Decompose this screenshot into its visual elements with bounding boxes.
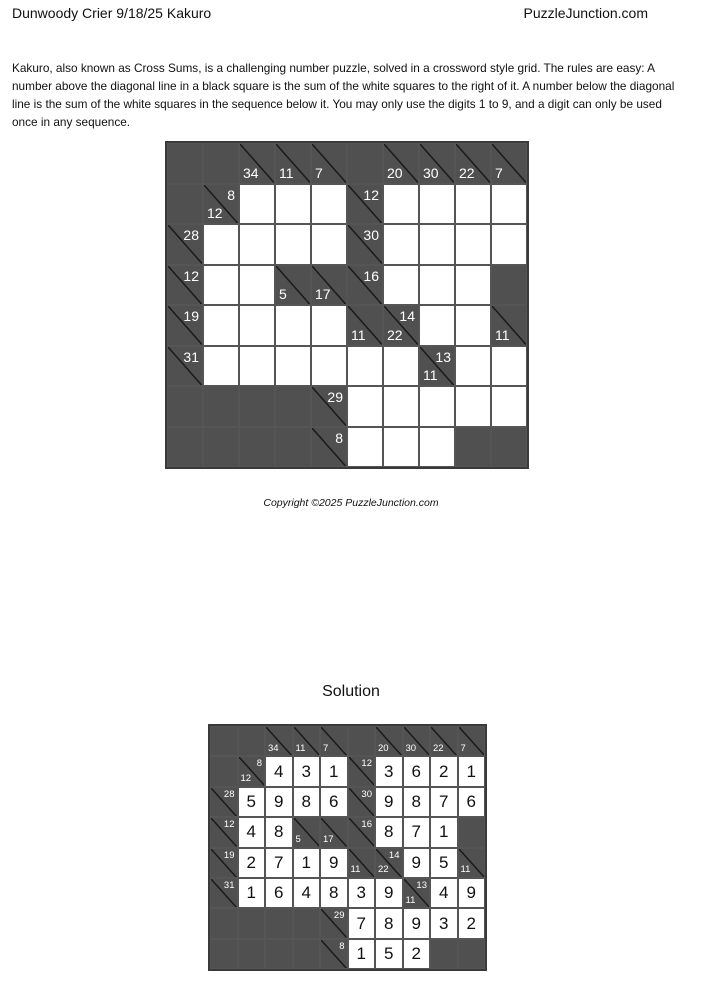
- down-clue-number: 7: [315, 164, 323, 181]
- answer-cell[interactable]: [311, 224, 347, 265]
- solution-digit: 9: [411, 852, 421, 872]
- clue-cell: [320, 726, 348, 756]
- blank-cell: [238, 726, 266, 756]
- clue-cell: [320, 939, 348, 969]
- answer-cell[interactable]: [239, 305, 275, 346]
- solution-digit: 2: [439, 761, 449, 781]
- solution-digit: 8: [301, 791, 311, 811]
- clue-cell: [311, 427, 347, 468]
- clue-cell: [403, 726, 431, 756]
- solution-cell: [375, 939, 403, 969]
- clue-cell: [419, 143, 455, 184]
- solution-cell: [348, 878, 376, 908]
- solution-cell: [375, 908, 403, 938]
- down-clue-number: 17: [315, 286, 331, 302]
- solution-digit: 7: [411, 822, 421, 842]
- clue-cell: [167, 346, 203, 387]
- across-clue-number: 8: [227, 186, 235, 203]
- across-clue-number: 13: [435, 348, 451, 365]
- across-clue-number: 19: [223, 849, 235, 861]
- solution-cell: [403, 756, 431, 786]
- across-clue-number: 31: [223, 879, 235, 891]
- answer-cell[interactable]: [383, 427, 419, 468]
- down-clue-number: 22: [378, 864, 389, 876]
- blank-cell: [167, 386, 203, 427]
- solution-digit: 6: [411, 761, 421, 781]
- answer-cell[interactable]: [383, 386, 419, 427]
- solution-digit: 4: [246, 822, 256, 842]
- answer-cell[interactable]: [347, 427, 383, 468]
- clue-cell: [167, 224, 203, 265]
- answer-cell[interactable]: [203, 346, 239, 387]
- answer-cell[interactable]: [491, 346, 527, 387]
- answer-cell[interactable]: [311, 305, 347, 346]
- solution-digit: 8: [329, 883, 339, 903]
- down-clue-number: 7: [323, 742, 329, 754]
- solution-cell: [238, 878, 266, 908]
- solution-cell: [375, 756, 403, 786]
- answer-cell[interactable]: [239, 184, 275, 225]
- answer-cell[interactable]: [491, 184, 527, 225]
- clue-cell: [210, 878, 238, 908]
- down-clue-number: 12: [207, 205, 223, 221]
- answer-cell[interactable]: [419, 184, 455, 225]
- clue-cell: [458, 726, 486, 756]
- solution-cell: [403, 787, 431, 817]
- solution-digit: 9: [411, 913, 421, 933]
- solution-cell: [293, 848, 321, 878]
- clue-cell: [348, 817, 376, 847]
- clue-cell: [347, 265, 383, 306]
- clue-cell: [348, 848, 376, 878]
- blank-cell: [458, 939, 486, 969]
- solution-cell: [265, 878, 293, 908]
- blank-cell: [210, 939, 238, 969]
- copyright-text: Copyright ©2025 PuzzleJunction.com: [263, 497, 439, 509]
- clue-cell: [239, 143, 275, 184]
- answer-cell[interactable]: [203, 265, 239, 306]
- solution-cell: [293, 756, 321, 786]
- solution-cell: [430, 756, 458, 786]
- clue-cell: [167, 305, 203, 346]
- solution-digit: 2: [466, 913, 476, 933]
- solution-digit: 2: [411, 943, 421, 963]
- blank-cell: [167, 143, 203, 184]
- solution-cell: [348, 908, 376, 938]
- clue-cell: [383, 305, 419, 346]
- down-clue-number: 11: [423, 367, 438, 383]
- across-clue-number: 13: [416, 879, 427, 891]
- clue-cell: [348, 787, 376, 817]
- blank-cell: [491, 265, 527, 306]
- answer-cell[interactable]: [455, 346, 491, 387]
- solution-cell: [320, 756, 348, 786]
- blank-cell: [167, 427, 203, 468]
- answer-cell[interactable]: [383, 265, 419, 306]
- solution-digit: 1: [356, 943, 366, 963]
- solution-cell: [403, 817, 431, 847]
- solution-cell: [403, 848, 431, 878]
- across-clue-number: 12: [183, 267, 199, 284]
- clue-cell: [275, 265, 311, 306]
- solution-cell: [458, 756, 486, 786]
- blank-cell: [203, 427, 239, 468]
- answer-cell[interactable]: [455, 265, 491, 306]
- solution-digit: 9: [329, 852, 339, 872]
- clue-cell: [167, 265, 203, 306]
- down-clue-number: 11: [460, 864, 471, 876]
- solution-digit: 3: [439, 913, 449, 933]
- solution-digit: 8: [384, 822, 394, 842]
- answer-cell[interactable]: [419, 427, 455, 468]
- down-clue-number: 17: [323, 834, 334, 846]
- clue-cell: [210, 848, 238, 878]
- answer-cell[interactable]: [347, 346, 383, 387]
- across-clue-number: 31: [183, 348, 199, 365]
- blank-cell: [203, 143, 239, 184]
- clue-cell: [403, 878, 431, 908]
- blank-cell: [275, 386, 311, 427]
- solution-cell: [430, 878, 458, 908]
- clue-cell: [311, 265, 347, 306]
- across-clue-number: 8: [335, 429, 343, 446]
- solution-cell: [430, 817, 458, 847]
- solution-cell: [238, 817, 266, 847]
- blank-cell: [458, 817, 486, 847]
- solution-digit: 4: [274, 761, 284, 781]
- solution-digit: 1: [246, 883, 256, 903]
- down-clue-number: 11: [351, 326, 366, 343]
- solution-cell: [348, 939, 376, 969]
- solution-cell: [458, 908, 486, 938]
- down-clue-number: 11: [279, 164, 294, 181]
- blank-cell: [210, 756, 238, 786]
- blank-cell: [167, 184, 203, 225]
- solution-cell: [458, 878, 486, 908]
- across-clue-number: 19: [183, 308, 199, 324]
- clue-cell: [491, 305, 527, 346]
- solution-digit: 8: [411, 791, 421, 811]
- clue-cell: [210, 787, 238, 817]
- answer-cell[interactable]: [383, 224, 419, 265]
- down-clue-number: 11: [350, 864, 361, 876]
- solution-digit: 5: [246, 791, 256, 811]
- across-clue-number: 8: [256, 758, 262, 770]
- solution-digit: 9: [384, 883, 394, 903]
- solution-cell: [430, 787, 458, 817]
- solution-cell: [265, 817, 293, 847]
- down-clue-number: 11: [495, 326, 510, 343]
- solution-cell: [430, 848, 458, 878]
- solution-cell: [403, 908, 431, 938]
- clue-cell: [383, 143, 419, 184]
- down-clue-number: 20: [387, 164, 403, 181]
- answer-cell[interactable]: [419, 265, 455, 306]
- across-clue-number: 12: [223, 819, 235, 831]
- blank-cell: [293, 908, 321, 938]
- clue-cell: [430, 726, 458, 756]
- solution-digit: 1: [439, 822, 449, 842]
- solution-grid: [208, 724, 487, 971]
- down-clue-number: 11: [295, 742, 306, 754]
- answer-cell[interactable]: [239, 265, 275, 306]
- answer-cell[interactable]: [239, 346, 275, 387]
- across-clue-number: 12: [361, 758, 372, 770]
- across-clue-number: 12: [363, 186, 379, 203]
- solution-cell: [320, 787, 348, 817]
- clue-cell: [311, 143, 347, 184]
- clue-cell: [311, 386, 347, 427]
- down-clue-number: 34: [268, 742, 279, 754]
- clue-cell: [347, 184, 383, 225]
- answer-cell[interactable]: [275, 346, 311, 387]
- solution-digit: 4: [301, 883, 311, 903]
- answer-cell[interactable]: [311, 184, 347, 225]
- clue-cell: [458, 848, 486, 878]
- rules-text: Kakuro, also known as Cross Sums, is a challenging number puzzle, solved in a crossword style grid. The rules are easy: A number above the diagonal line in a black square is the sum of the white squares to the right of it. A number below the diagonal line is the sum of the white squares in the sequence below it. You may only use the digits 1 to 9, and a digit can only be used once in any sequence.: [12, 61, 675, 129]
- clue-cell: [293, 817, 321, 847]
- clue-cell: [347, 305, 383, 346]
- answer-cell[interactable]: [383, 184, 419, 225]
- solution-digit: 5: [439, 852, 449, 872]
- blank-cell: [203, 386, 239, 427]
- answer-cell[interactable]: [455, 305, 491, 346]
- solution-cell: [238, 848, 266, 878]
- solution-digit: 3: [356, 883, 366, 903]
- across-clue-number: 30: [361, 788, 372, 800]
- blank-cell: [239, 427, 275, 468]
- down-clue-number: 12: [240, 773, 252, 785]
- clue-cell: [348, 756, 376, 786]
- down-clue-number: 7: [495, 164, 503, 181]
- across-clue-number: 30: [363, 227, 379, 243]
- answer-cell[interactable]: [275, 184, 311, 225]
- answer-cell[interactable]: [419, 305, 455, 346]
- clue-cell: [210, 817, 238, 847]
- solution-digit: 4: [439, 883, 449, 903]
- solution-cell: [265, 787, 293, 817]
- across-clue-number: 16: [361, 819, 372, 831]
- clue-cell: [320, 908, 348, 938]
- solution-digit: 1: [301, 852, 311, 872]
- blank-cell: [348, 726, 376, 756]
- solution-digit: 9: [384, 791, 394, 811]
- solution-cell: [375, 817, 403, 847]
- blank-cell: [347, 143, 383, 184]
- solution-cell: [265, 756, 293, 786]
- blank-cell: [265, 939, 293, 969]
- solution-cell: [375, 878, 403, 908]
- down-clue-number: 5: [279, 286, 287, 302]
- blank-cell: [293, 939, 321, 969]
- across-clue-number: 8: [339, 940, 345, 952]
- answer-cell[interactable]: [239, 224, 275, 265]
- clue-cell: [375, 848, 403, 878]
- solution-cell: [293, 878, 321, 908]
- clue-cell: [347, 224, 383, 265]
- solution-cell: [403, 939, 431, 969]
- solution-digit: 7: [274, 852, 284, 872]
- answer-cell[interactable]: [203, 305, 239, 346]
- answer-cell[interactable]: [275, 224, 311, 265]
- solution-title: Solution: [322, 683, 380, 700]
- solution-digit: 6: [274, 883, 284, 903]
- solution-digit: 8: [384, 913, 394, 933]
- clue-cell: [203, 184, 239, 225]
- across-clue-number: 14: [388, 849, 400, 861]
- answer-cell[interactable]: [203, 224, 239, 265]
- across-clue-number: 28: [183, 227, 199, 243]
- solution-cell: [238, 787, 266, 817]
- puzzle-grid: [165, 141, 529, 469]
- down-clue-number: 22: [433, 742, 444, 754]
- answer-cell[interactable]: [455, 386, 491, 427]
- blank-cell: [455, 427, 491, 468]
- answer-cell[interactable]: [455, 224, 491, 265]
- blank-cell: [265, 908, 293, 938]
- across-clue-number: 16: [363, 267, 379, 284]
- down-clue-number: 5: [295, 834, 301, 846]
- blank-cell: [430, 939, 458, 969]
- solution-digit: 8: [274, 822, 284, 842]
- clue-cell: [375, 726, 403, 756]
- solution-digit: 9: [274, 791, 284, 811]
- down-clue-number: 30: [405, 742, 417, 754]
- across-clue-number: 29: [333, 910, 345, 922]
- down-clue-number: 22: [459, 164, 475, 181]
- puzzle-title: Dunwoody Crier 9/18/25 Kakuro: [12, 5, 212, 21]
- clue-cell: [265, 726, 293, 756]
- solution-digit: 7: [439, 791, 449, 811]
- answer-cell[interactable]: [311, 346, 347, 387]
- blank-cell: [238, 908, 266, 938]
- down-clue-number: 30: [423, 164, 439, 181]
- solution-cell: [430, 908, 458, 938]
- solution-cell: [320, 848, 348, 878]
- solution-digit: 6: [329, 791, 339, 811]
- answer-cell[interactable]: [419, 386, 455, 427]
- solution-digit: 9: [466, 883, 476, 903]
- clue-cell: [320, 817, 348, 847]
- solution-digit: 1: [466, 761, 476, 781]
- across-clue-number: 28: [223, 788, 235, 800]
- solution-digit: 5: [384, 943, 394, 963]
- across-clue-number: 29: [327, 389, 343, 405]
- down-clue-number: 20: [378, 742, 389, 754]
- solution-cell: [265, 848, 293, 878]
- solution-cell: [458, 787, 486, 817]
- solution-cell: [375, 787, 403, 817]
- blank-cell: [210, 908, 238, 938]
- solution-cell: [293, 787, 321, 817]
- site-name: PuzzleJunction.com: [523, 5, 648, 21]
- solution-cell: [320, 878, 348, 908]
- clue-cell: [293, 726, 321, 756]
- answer-cell[interactable]: [455, 184, 491, 225]
- answer-cell[interactable]: [491, 386, 527, 427]
- solution-digit: 3: [301, 761, 311, 781]
- solution-digit: 2: [246, 852, 256, 872]
- clue-cell: [455, 143, 491, 184]
- clue-cell: [419, 346, 455, 387]
- down-clue-number: 34: [243, 164, 259, 181]
- answer-cell[interactable]: [383, 346, 419, 387]
- down-clue-number: 11: [405, 894, 416, 906]
- blank-cell: [210, 726, 238, 756]
- blank-cell: [491, 427, 527, 468]
- blank-cell: [239, 386, 275, 427]
- clue-cell: [238, 756, 266, 786]
- solution-digit: 6: [466, 791, 476, 811]
- answer-cell[interactable]: [347, 386, 383, 427]
- across-clue-number: 14: [399, 308, 415, 324]
- answer-cell[interactable]: [491, 224, 527, 265]
- clue-cell: [275, 143, 311, 184]
- blank-cell: [275, 427, 311, 468]
- solution-digit: 1: [329, 761, 339, 781]
- answer-cell[interactable]: [419, 224, 455, 265]
- clue-cell: [491, 143, 527, 184]
- blank-cell: [238, 939, 266, 969]
- solution-digit: 7: [356, 913, 366, 933]
- down-clue-number: 22: [387, 326, 403, 343]
- down-clue-number: 7: [460, 742, 466, 754]
- answer-cell[interactable]: [275, 305, 311, 346]
- solution-digit: 3: [384, 761, 394, 781]
